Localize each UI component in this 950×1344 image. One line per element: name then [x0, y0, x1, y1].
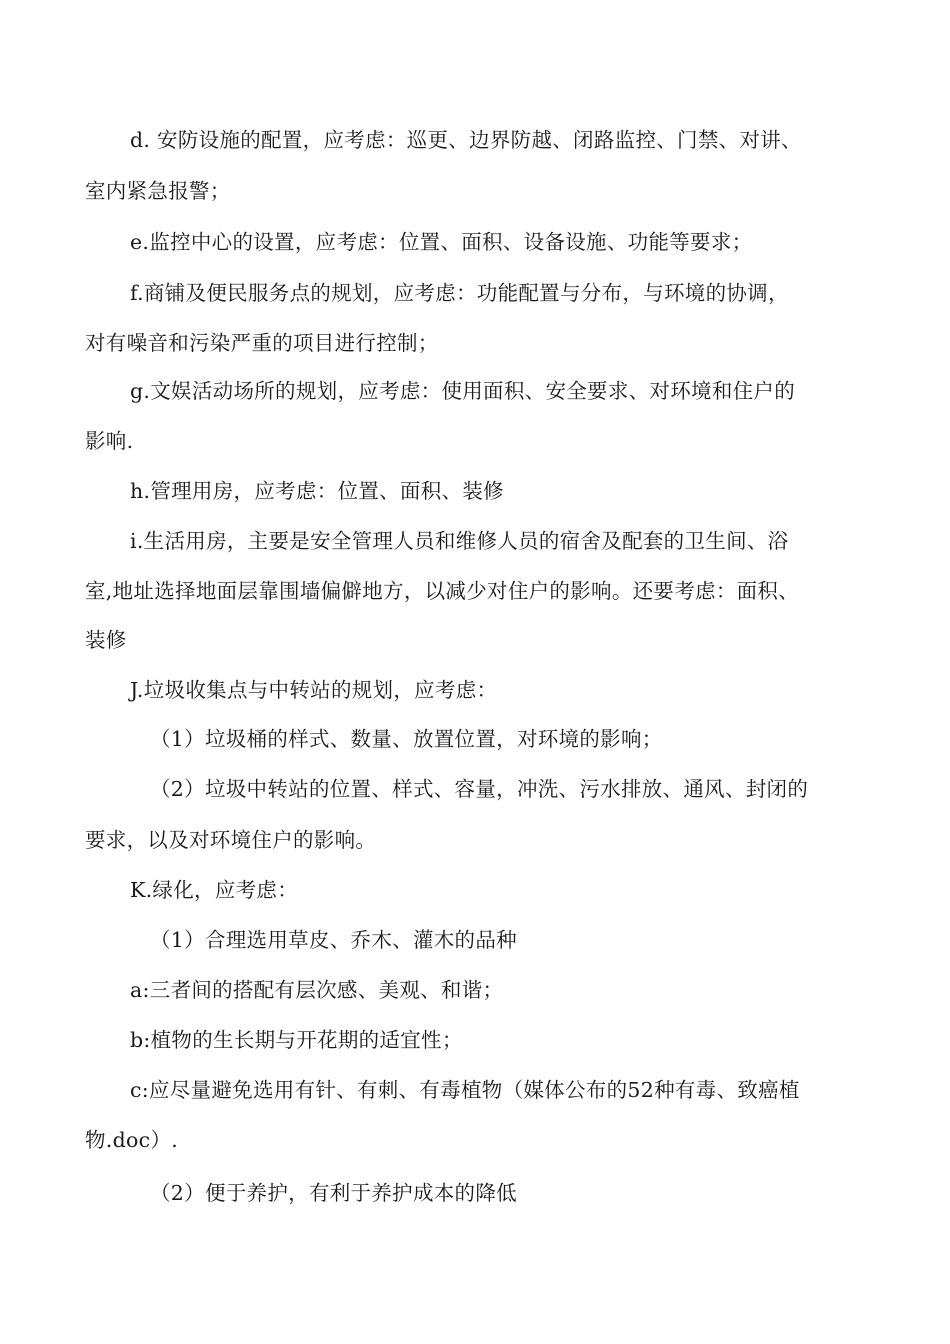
paragraph-k-item-2: （2）便于养护，有利于养护成本的降低 [150, 1181, 517, 1205]
paragraph-h: h.管理用房，应考虑：位置、面积、装修 [130, 479, 504, 503]
paragraph-d-line-1: d. 安防设施的配置，应考虑：巡更、边界防越、闭路监控、门禁、对讲、 [130, 128, 802, 152]
paragraph-e: e.监控中心的设置，应考虑：位置、面积、设备设施、功能等要求； [130, 230, 753, 254]
paragraph-i-line-1: i.生活用房，主要是安全管理人员和维修人员的宿舍及配套的卫生间、浴 [130, 529, 789, 553]
paragraph-j: J.垃圾收集点与中转站的规划，应考虑： [130, 678, 498, 702]
paragraph-j-item-1: （1）垃圾桶的样式、数量、放置位置，对环境的影响； [150, 727, 663, 751]
paragraph-j-item-2-line-1: （2）垃圾中转站的位置、样式、容量，冲洗、污水排放、通风、封闭的 [150, 777, 809, 801]
paragraph-g-line-1: g.文娱活动场所的规划，应考虑：使用面积、安全要求、对环境和住户的 [130, 379, 796, 403]
paragraph-k-sub-a: a:三者间的搭配有层次感、美观、和谐； [130, 978, 504, 1002]
paragraph-k-sub-c-line-1: c:应尽量避免选用有针、有刺、有毒植物（媒体公布的52种有毒、致癌植 [130, 1078, 800, 1102]
paragraph-k-item-1: （1）合理选用草皮、乔木、灌木的品种 [150, 928, 517, 952]
paragraph-g-line-2: 影响. [85, 429, 134, 453]
paragraph-f-line-1: f.商铺及便民服务点的规划，应考虑：功能配置与分布，与环境的协调， [130, 281, 789, 305]
paragraph-k-sub-b: b:植物的生长期与开花期的适宜性； [130, 1028, 463, 1052]
paragraph-j-item-2-line-2: 要求，以及对环境住户的影响。 [85, 828, 377, 852]
paragraph-i-line-2: 室,地址选择地面层靠围墙偏僻地方，以减少对住户的影响。还要考虑：面积、 [85, 579, 800, 603]
paragraph-i-line-3: 装修 [85, 628, 127, 652]
paragraph-k: K.绿化，应考虑： [130, 878, 299, 902]
paragraph-d-line-2: 室内紧急报警； [85, 179, 231, 203]
paragraph-k-sub-c-line-2: 物.doc）. [85, 1128, 179, 1152]
paragraph-f-line-2: 对有噪音和污染严重的项目进行控制； [85, 331, 439, 355]
